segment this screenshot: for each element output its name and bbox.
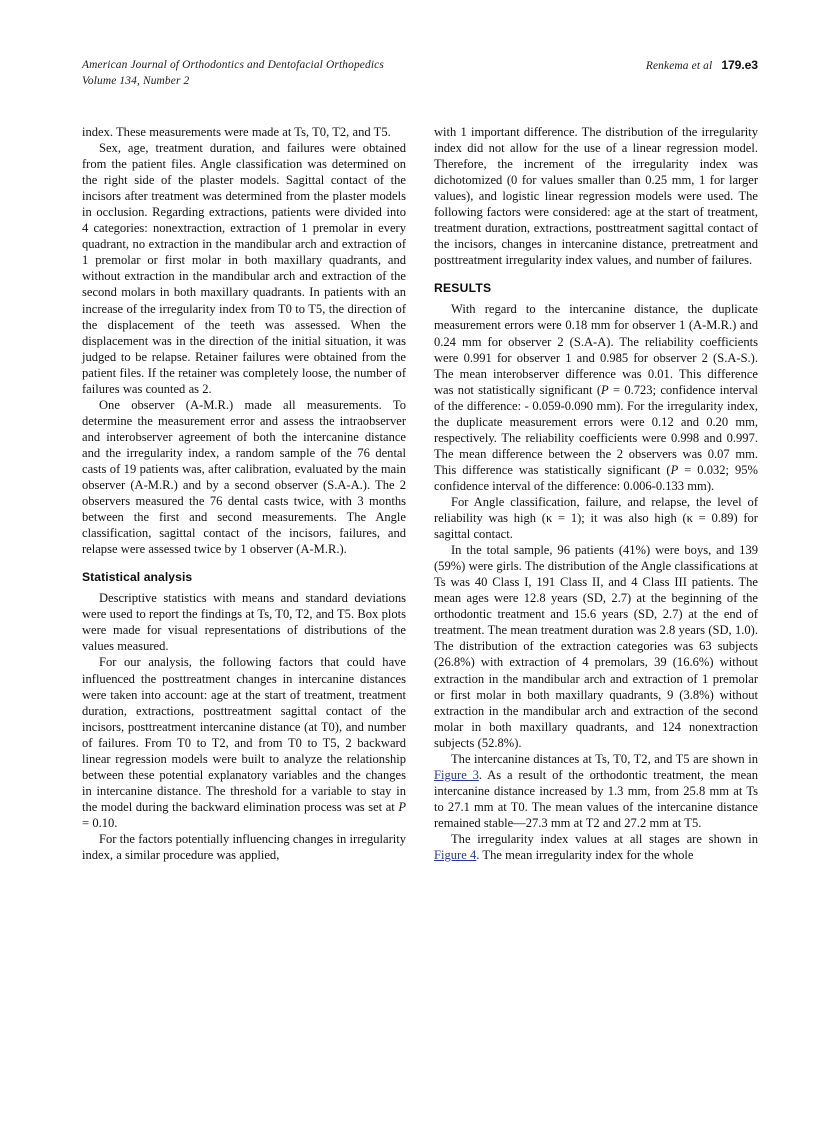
paragraph-intercanine-reliability: [434, 301, 758, 494]
p-value-symbol: P: [601, 382, 609, 397]
paragraph-continuation-index: index. These measurements were made at Ts, T0, T2, and T5.: [82, 125, 391, 139]
p-value-symbol: P: [398, 799, 406, 814]
paragraph-intercanine-distances: [434, 751, 758, 831]
paragraph-total-sample: In the total sample, 96 patients (41%) were boys, and 139 (59%) were girls. The distribution of the Angle classifications at Ts was 40 Class I, 191 Class II, and 4 Class III patients. The mean ages were 12.8 years (SD, 2.7) at the beginning of the orthodontic treatment and 15.6 years (SD, 2.7) at the end of treatment. The mean treatment duration was 2.8 years (SD, 1.0). The distribution of the extraction categories was 63 subjects (26.8%) with extraction of 4 premolars, 39 (16.6%) without extraction in the mandibular arch and extraction of 1 premolar or first molar in both maxillary quadrants, 9 (3.8%) without extraction in the mandibular arch and extraction of the second molar in both maxillary quadrants, and 124 nonextraction subjects (52.8%).: [434, 543, 758, 750]
running-head-journal: [82, 58, 384, 89]
paragraph-one-observer: One observer (A-M.R.) made all measurements. To determine the measurement error and assess the intraobserver and interobserver agreement of both the intercanine distance and the irregularity index, a random sample of the 76 dental casts of 19 patients was, after calibration, evaluated by the main observer (A-M.R.) and by a second observer (S.A-A.). The 2 observers measured the 76 dental casts twice, with 3 months between the first and second measurements. The Angle classification, sagittal contact of the incisors, failures, and relapse were assessed twice by 1 observer (A-M.R.).: [82, 397, 406, 557]
column-right: [434, 124, 758, 1084]
running-head: [82, 58, 758, 89]
par-text-a: The intercanine distances at Ts, T0, T2, and T5 are shown in: [451, 751, 758, 766]
heading-statistical-analysis: Statistical analysis: [82, 570, 193, 585]
par-text-a: With regard to the intercanine distance, the duplicate measurement errors were 0.18 mm for observer 1 (A-M.R.) and 0.24 mm for observer 2 (S.A-A). The reliability coefficients were 0.991 for observer 1 and 0.985 for observer 2 (S.A-S.). The mean interobserver difference was 0.01. This difference was not statistically significant (: [434, 302, 758, 397]
paragraph-descriptive-statistics: Descriptive statistics with means and standard deviations were used to report the findings at Ts, T0, T2, and T5. Box plots were made for visual representations of distributions of the values measured.: [82, 591, 406, 654]
paragraph-analysis-factors: [82, 654, 406, 831]
running-head-right: [646, 58, 758, 72]
par-text-b: . As a result of the orthodontic treatment, the mean intercanine distance increased by 1.3 mm, from 25.8 mm at Ts to 27.1 mm at T0. The mean values of the intercanine distance remained stable—27.3 mm at T2 and 27.2 mm at T5.: [434, 767, 758, 830]
par-text-b: = 0.10.: [82, 815, 118, 830]
journal-volume-line: Volume 134, Number 2: [82, 74, 190, 87]
figure-3-link[interactable]: Figure 3: [434, 767, 479, 782]
par-text-a: For our analysis, the following factors that could have influenced the posttreatment changes in intercanine distances were taken into account: age at the start of treatment, treatment duration, extractions, posttreatment sagittal contact of the incisors, posttreatment intercanine distance (at T0), and number of failures. From T0 to T2, and from T0 to T5, 2 backward linear regression models were built to analyze the relationship between these potential explanatory variables and the changes in intercanine distance. The threshold for a variable to stay in the model during the backward elimination process was set at: [82, 655, 406, 814]
figure-4-link[interactable]: Figure 4: [434, 848, 477, 863]
par-text-a: The irregularity index values at all stages are shown in: [451, 831, 758, 846]
p-value-symbol-2: P: [670, 462, 679, 477]
body-columns: [82, 124, 758, 1084]
par-text-b: . The mean irregularity index for the whole: [476, 848, 694, 863]
par-text-b: = 0.723; confidence interval of the difference: - 0.059-0.090 mm). For the irregularity index, the duplicate measurement errors were 0.12 and 0.20 mm, respectively. The reliability coefficients were 0.998 and 0.997. The mean difference between the 2 observers was 0.07 mm. This difference was statistically significant (: [434, 382, 759, 477]
paragraph-irregularity-factors: For the factors potentially influencing changes in irregularity index, a similar procedure was applied,: [82, 831, 406, 863]
running-head-authors: Renkema et al: [645, 60, 713, 72]
journal-title-line: American Journal of Orthodontics and Dentofacial Orthopedics: [82, 59, 384, 71]
paragraph-irregularity-index-values: [434, 831, 758, 863]
page-number: 179.e3: [721, 58, 758, 72]
heading-results: RESULTS: [434, 281, 492, 296]
par-text-c: = 0.032; 95% confidence interval of the difference: 0.006-0.133 mm).: [434, 462, 758, 493]
paragraph-sex-age-treatment: Sex, age, treatment duration, and failures were obtained from the patient files. Angle classification was determined on the right side of the plaster models. Sagittal contact of the incisors after treatment was determined from the plaster models in occlusion. Regarding extractions, patients were divided into 4 categories: nonextraction, extraction of 1 premolar in every quadrant, no extraction in the mandibular arch and extraction of 1 premolar or first molar in both maxillary quadrants, and without extraction in the mandibular arch and extraction of the second molars in both maxillary quadrants. In patients with an increase of the irregularity index from T0 to T5, the direction of the displacement of the teeth was assessed. When the displacement was in the direction of the initial situation, it was judged to be relapse. Retainer failures were obtained from the patient files. If the retainer was completely loose, the number of failures was counted as 2.: [82, 141, 406, 396]
column-left: [82, 124, 406, 1084]
paragraph-angle-classification-reliability: For Angle classification, failure, and relapse, the level of reliability was high (κ = 1); it was also high (κ = 0.89) for sagittal contact.: [434, 494, 758, 542]
paragraph-important-difference: with 1 important difference. The distribution of the irregularity index did not allow for the use of a linear regression model. Therefore, the increment of the irregularity index was dichotomized (0 for values smaller than 0.25 mm, 1 for larger values), and logistic linear regression models were used. The following factors were considered: age at the start of treatment, treatment duration, extractions, posttreatment sagittal contact of the incisors, changes in intercanine distance, pretreatment and posttreatment irregularity index values, and number of failures.: [434, 125, 758, 268]
